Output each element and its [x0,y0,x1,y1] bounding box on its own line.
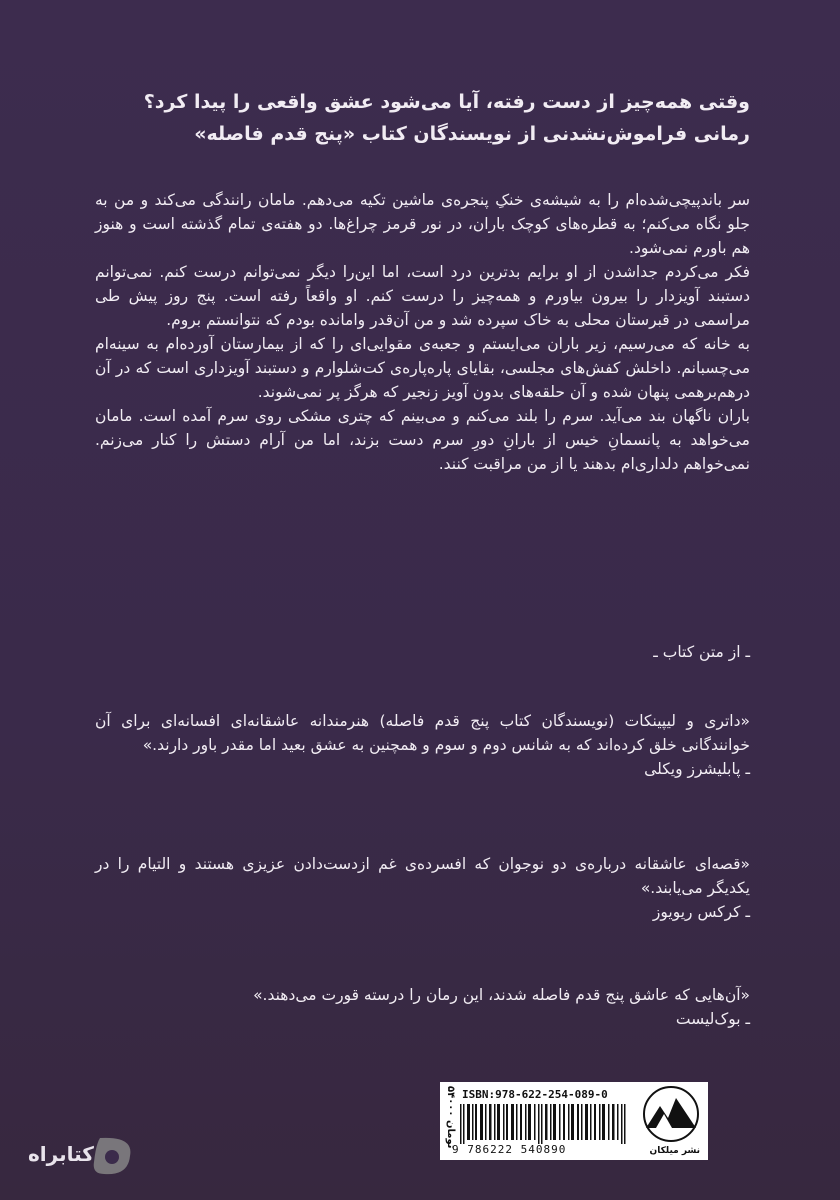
watermark-logo [8,1130,138,1180]
review-quote: «داتری و لیپینکات (نویسندگان کتاب پنج قدم فاصله) هنرمندانه عاشقانه‌ای افسانه‌ای برای آن خوانندگانی خلق کرده‌اند که به شانس دوم و سوم و همچنین به عشق بعید اما مقدر باور دارند.» [95,712,750,754]
excerpt-source: ـ از متن کتاب ـ [653,643,750,661]
headline-line-2: رمانی فراموش‌نشدنی از نویسندگان کتاب «پنج قدم فاصله» [194,123,750,145]
review-quote: «قصه‌ای عاشقانه درباره‌ی دو نوجوان که افسرده‌ی غم ازدست‌دادن عزیزی هستند و التیام را در یکدیگر می‌یابند.» [95,855,750,897]
excerpt-paragraph: باران ناگهان بند می‌آید. سرم را بلند می‌کنم و می‌بینم که چتری مشکی روی سرم آمده است. مامان می‌خواهد به پانسمانِ خیس از بارانِ دورِ سرم دست بزند، اما من آرام دستش را کنار می‌زنم. نمی‌خواهم دلداری‌ام بدهند یا از من مراقبت کنند. [95,407,750,473]
barcode-bars [460,1104,630,1144]
review-author: ـ بوک‌لیست [675,1010,750,1028]
excerpt-paragraph: به خانه که می‌رسیم، زیر باران می‌ایستم و جعبه‌ی مقوایی‌ای را که از بیمارستان آورده‌ام به سینه‌ام می‌چسبانم. داخلش کفش‌های مجلسی، بقایای پاره‌پاره‌ی کت‌شلوارم و دستبند آویزداری است که در آن درهم‌برهمی پنهان شده و آن حلقه‌های بدون آویز زنجیر که هرگز پر نمی‌شوند. [95,335,750,401]
barcode-panel [440,1082,708,1160]
publisher-logo [636,1084,706,1158]
excerpt-paragraph: فکر می‌کردم جداشدن از او برایم بدترین درد است، اما این‌را دیگر نمی‌توانم درست کنم. نمی‌توانم دستبند آویزدار را بیرون بیاورم و همه‌چیز را درست کنم. او واقعاً رفته است. پنج روز پیش طی مراسمی در قبرستان محلی به خاک سپرده شد و من آن‌قدر وامانده بودم که نتوانستم بروم. [95,263,750,329]
headline-line-1: وقتی همه‌چیز از دست رفته، آیا می‌شود عشق واقعی را پیدا کرد؟ [143,91,750,113]
review-author: ـ پابلیشرز ویکلی [644,760,750,778]
watermark-text: کتابراه [28,1142,94,1166]
review-quote: «آن‌هایی که عاشق پنج قدم فاصله شدند، این رمان را درسته قورت می‌دهند.» [253,986,750,1004]
mountain-icon [636,1084,706,1144]
review-1 [95,709,750,781]
excerpt [95,188,750,476]
price-label: ۵۴۰۰۰ تومان [445,1086,456,1149]
headline [60,86,750,150]
review-2 [95,852,750,924]
barcode-digits: 9 786222 540890 [452,1143,567,1156]
publisher-name: نشر میلکان [649,1146,700,1156]
excerpt-paragraph: سر باندپیچی‌شده‌ام را به شیشه‌ی خنکِ پنجره‌ی ماشین تکیه می‌دهم. مامان رانندگی می‌کند و من به جلو نگاه می‌کنم؛ به قطره‌های کوچک باران، در نور قرمز چراغ‌ها. دو هفته‌ی تمام گذشته است و هنوز هم باورم نمی‌شود. [95,191,750,257]
review-3 [95,983,750,1031]
isbn-label: ISBN:978-622-254-089-0 [462,1088,608,1101]
review-author: ـ کرکس ریویوز [652,903,750,921]
